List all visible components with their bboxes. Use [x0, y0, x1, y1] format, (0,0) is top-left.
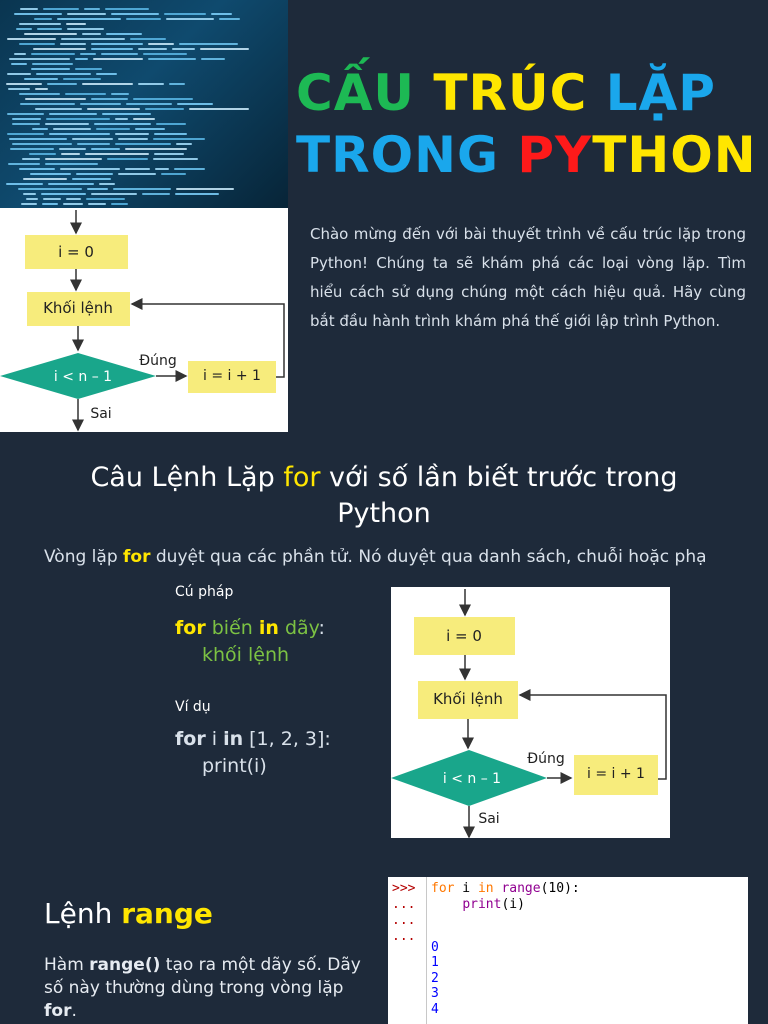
example-var: i [205, 728, 224, 750]
code-line-decoration [219, 18, 240, 20]
shell-fn-range: range [501, 881, 541, 896]
code-line-decoration [85, 153, 149, 155]
code-line-decoration [174, 168, 205, 170]
code-line-decoration [66, 198, 81, 200]
title-word-thon: THON [592, 126, 757, 184]
range-title-pre: Lệnh [44, 897, 122, 930]
code-line-decoration [60, 43, 86, 45]
code-line-decoration [43, 8, 79, 10]
example-line-1 [175, 726, 331, 753]
condition-label: i < n – 1 [442, 771, 502, 787]
code-line-decoration [211, 13, 232, 15]
for-section-title [60, 460, 708, 532]
for-lead-text [44, 544, 768, 570]
code-line-decoration [115, 143, 171, 145]
example-body: print(i) [202, 755, 267, 777]
code-line-decoration [175, 193, 219, 195]
code-line-decoration [111, 93, 129, 95]
code-line-decoration [118, 173, 156, 175]
code-line-decoration [179, 43, 238, 45]
syntax-seq: dãy [278, 617, 319, 639]
false-label: Sai [90, 406, 112, 422]
code-line-decoration [35, 108, 82, 110]
example-rest: [1, 2, 3]: [243, 728, 331, 750]
true-label: Đúng [139, 353, 177, 369]
code-line-decoration [148, 58, 196, 60]
code-line-decoration [133, 118, 155, 120]
code-line-decoration [84, 8, 100, 10]
code-line-decoration [72, 138, 113, 140]
range-desc-3: . [71, 1001, 77, 1021]
shell-prompt: >>> [392, 881, 416, 896]
code-line-decoration [12, 123, 40, 125]
code-line-decoration [125, 148, 187, 150]
intro-paragraph: Chào mừng đến với bài thuyết trình về cấu trúc lặp trong Python! Chúng ta sẽ khám phá các loại vòng lặp. Tìm hiểu cách sử dụng chúng một cách hiệu quả. Hãy cùng bắt đầu hành trình khám phá thế giới lập trình Python. [310, 225, 746, 330]
code-line-decoration [67, 28, 104, 30]
syntax-var: biến [205, 617, 259, 639]
code-line-decoration [154, 133, 187, 135]
code-line-decoration [23, 193, 36, 195]
code-line-decoration [169, 83, 185, 85]
code-line-decoration [53, 128, 91, 130]
code-line-decoration [67, 13, 106, 15]
code-line-decoration [65, 93, 106, 95]
range-section-title [44, 895, 213, 933]
code-line-decoration [19, 43, 55, 45]
code-line-decoration [88, 203, 106, 205]
range-desc-fn: range() [89, 955, 161, 975]
example-for: for [175, 728, 206, 750]
code-line-decoration [26, 198, 38, 200]
code-line-decoration [138, 48, 167, 50]
code-line-decoration [189, 108, 249, 110]
code-line-decoration [7, 73, 31, 75]
shell-kw-for: for [431, 881, 455, 896]
code-line-decoration [35, 88, 48, 90]
code-line-decoration [176, 143, 192, 145]
range-desc-2: tạo ra một dãy số. Dãy số này thường dùng trong vòng lặp [44, 955, 361, 998]
lead-pre: Vòng lặp [44, 547, 124, 567]
python-shell-screenshot [388, 877, 748, 1024]
shell-output-line: 0 [431, 940, 439, 955]
code-line-decoration [31, 68, 70, 70]
syntax-for: for [175, 617, 206, 639]
code-line-decoration [145, 108, 184, 110]
shell-output-line: 3 [431, 986, 439, 1002]
code-line-decoration [125, 168, 150, 170]
code-line-decoration [20, 8, 38, 10]
code-line-decoration [91, 148, 120, 150]
code-line-decoration [82, 33, 101, 35]
code-line-decoration [34, 18, 52, 20]
code-line-decoration [25, 98, 86, 100]
lead-post: duyệt qua các phần tử. Nó duyệt qua danh sách, chuỗi hoặc phạ [150, 547, 707, 567]
code-screen-photo [0, 0, 288, 210]
code-line-decoration [12, 118, 41, 120]
code-line-decoration [7, 113, 44, 115]
syntax-code [175, 615, 325, 669]
code-line-decoration [101, 53, 138, 55]
code-line-decoration [75, 68, 102, 70]
code-line-decoration [45, 123, 89, 125]
code-line-decoration [164, 13, 206, 15]
code-line-decoration [20, 103, 75, 105]
for-title-post: với số lần biết trước trong Python [320, 462, 678, 529]
code-line-decoration [133, 98, 193, 100]
code-line-decoration [42, 203, 58, 205]
code-line-decoration [7, 133, 44, 135]
code-line-decoration [60, 168, 120, 170]
code-line-decoration [29, 153, 56, 155]
block-label: Khối lệnh [433, 690, 503, 708]
code-line-decoration [166, 18, 214, 20]
shell-args: (i) [501, 897, 525, 912]
lead-keyword: for [123, 547, 151, 567]
code-line-decoration [143, 53, 187, 55]
code-line-decoration [49, 133, 110, 135]
code-line-decoration [154, 153, 184, 155]
code-line-decoration [105, 8, 149, 10]
code-line-decoration [10, 148, 54, 150]
code-line-decoration [19, 23, 61, 25]
code-line-decoration [46, 118, 110, 120]
code-line-decoration [49, 113, 97, 115]
code-line-decoration [156, 123, 186, 125]
code-line-decoration [47, 83, 77, 85]
shell-code-line-1 [431, 881, 580, 896]
code-line-decoration [32, 63, 73, 65]
code-line-decoration [18, 188, 82, 190]
code-line-decoration [99, 183, 115, 185]
shell-output-line: 1 [431, 955, 439, 971]
code-line-decoration [172, 48, 195, 50]
shell-indent [431, 897, 462, 912]
code-line-decoration [63, 78, 101, 80]
increment-label: i = i + 1 [203, 368, 261, 384]
flowchart-image-for [391, 587, 670, 838]
shell-args: (10): [540, 881, 580, 896]
code-line-decoration [80, 53, 96, 55]
init-label: i = 0 [446, 627, 482, 645]
code-line-decoration [61, 153, 80, 155]
shell-prompt: ... [392, 913, 416, 928]
code-line-decoration [63, 203, 83, 205]
code-line-decoration [24, 78, 58, 80]
shell-var: i [454, 881, 478, 896]
code-line-decoration [176, 188, 234, 190]
code-line-decoration [14, 13, 62, 15]
code-line-decoration [37, 28, 62, 30]
code-line-decoration [22, 158, 40, 160]
code-line-decoration [31, 53, 75, 55]
flowchart-image-top [0, 208, 288, 432]
code-line-decoration [24, 33, 77, 35]
code-line-decoration [86, 198, 125, 200]
code-line-decoration [23, 178, 67, 180]
code-line-decoration [201, 58, 225, 60]
code-line-decoration [115, 133, 149, 135]
title-word-cau: CẤU [296, 64, 434, 122]
code-line-decoration [6, 183, 43, 185]
code-line-decoration [153, 158, 198, 160]
code-line-decoration [135, 128, 165, 130]
code-line-decoration [72, 178, 111, 180]
title-line-1 [296, 62, 766, 124]
code-line-decoration [61, 38, 125, 40]
code-line-decoration [94, 123, 151, 125]
title-word-truc: TRÚC [433, 64, 606, 122]
code-line-decoration [96, 73, 117, 75]
code-line-decoration [36, 73, 91, 75]
code-line-decoration [102, 113, 151, 115]
title-word-py: PY [517, 126, 593, 184]
code-line-decoration [6, 83, 42, 85]
code-line-decoration [142, 193, 170, 195]
code-line-decoration [9, 138, 67, 140]
false-label: Sai [478, 811, 500, 827]
code-line-decoration [45, 163, 98, 165]
code-line-decoration [77, 143, 110, 145]
code-line-decoration [115, 118, 128, 120]
code-line-decoration [48, 183, 94, 185]
code-line-decoration [148, 43, 174, 45]
code-line-decoration [45, 158, 102, 160]
code-line-decoration [30, 173, 71, 175]
for-title-keyword: for [283, 462, 321, 493]
code-line-decoration [66, 23, 86, 25]
code-line-decoration [14, 53, 26, 55]
true-label: Đúng [527, 751, 565, 767]
code-line-decoration [118, 138, 148, 140]
code-line-decoration [93, 58, 143, 60]
code-line-decoration [43, 198, 61, 200]
code-line-decoration [76, 173, 113, 175]
code-line-decoration [7, 38, 56, 40]
title-word-lap: LẶP [605, 64, 716, 122]
code-line-decoration [126, 103, 172, 105]
code-line-decoration [9, 58, 70, 60]
code-line-decoration [87, 188, 108, 190]
block-label: Khối lệnh [43, 299, 113, 317]
code-line-decoration [153, 138, 205, 140]
shell-prompt: ... [392, 897, 416, 912]
code-line-decoration [11, 63, 27, 65]
code-line-decoration [91, 48, 133, 50]
code-line-decoration [32, 128, 48, 130]
for-title-pre: Câu Lệnh Lặp [90, 462, 284, 493]
range-description [44, 954, 364, 1023]
code-line-decoration [113, 188, 171, 190]
example-code [175, 726, 331, 780]
code-line-decoration [8, 88, 30, 90]
code-line-decoration [87, 108, 140, 110]
shell-output-line: 4 [431, 1001, 439, 1017]
shell-output-line: 2 [431, 970, 439, 986]
code-line-decoration [200, 48, 249, 50]
increment-label: i = i + 1 [587, 766, 645, 782]
syntax-body: khối lệnh [202, 644, 290, 666]
code-line-decoration [19, 93, 60, 95]
code-line-decoration [41, 193, 86, 195]
code-line-decoration [91, 43, 143, 45]
code-line-decoration [75, 58, 88, 60]
shell-code-line-2 [431, 897, 525, 912]
code-line-decoration [161, 173, 186, 175]
code-line-decoration [19, 168, 55, 170]
code-line-decoration [111, 13, 159, 15]
code-line-decoration [57, 18, 121, 20]
condition-label: i < n – 1 [53, 369, 113, 385]
syntax-label: Cú pháp [175, 584, 234, 600]
code-line-decoration [12, 143, 72, 145]
range-title-keyword: range [121, 897, 213, 930]
example-label: Ví dụ [175, 699, 211, 715]
example-in: in [223, 728, 244, 750]
code-line-decoration [138, 83, 164, 85]
code-line-decoration [96, 128, 130, 130]
code-line-decoration [21, 203, 37, 205]
syntax-colon: : [318, 617, 325, 639]
code-line-decoration [8, 163, 40, 165]
code-line-decoration [80, 103, 121, 105]
code-line-decoration [91, 193, 137, 195]
shell-fn-print: print [462, 897, 502, 912]
code-line-decoration [111, 203, 128, 205]
code-line-decoration [107, 158, 148, 160]
code-line-decoration [106, 33, 142, 35]
code-line-decoration [155, 168, 169, 170]
code-line-decoration [59, 148, 86, 150]
title-word-trong: TRONG [296, 126, 518, 184]
title-line-2 [296, 124, 766, 186]
init-label: i = 0 [58, 243, 94, 261]
code-line-decoration [82, 83, 133, 85]
syntax-in: in [258, 617, 279, 639]
code-line-decoration [130, 38, 166, 40]
code-line-decoration [33, 48, 86, 50]
range-desc-1: Hàm [44, 955, 90, 975]
page-title [296, 62, 766, 186]
code-line-decoration [16, 28, 32, 30]
range-desc-kw: for [44, 1001, 72, 1021]
code-line-decoration [177, 103, 213, 105]
shell-kw-in: in [477, 881, 494, 896]
code-line-decoration [126, 18, 161, 20]
syntax-line-1 [175, 615, 325, 642]
shell-prompt: ... [392, 929, 416, 944]
code-line-decoration [91, 98, 128, 100]
